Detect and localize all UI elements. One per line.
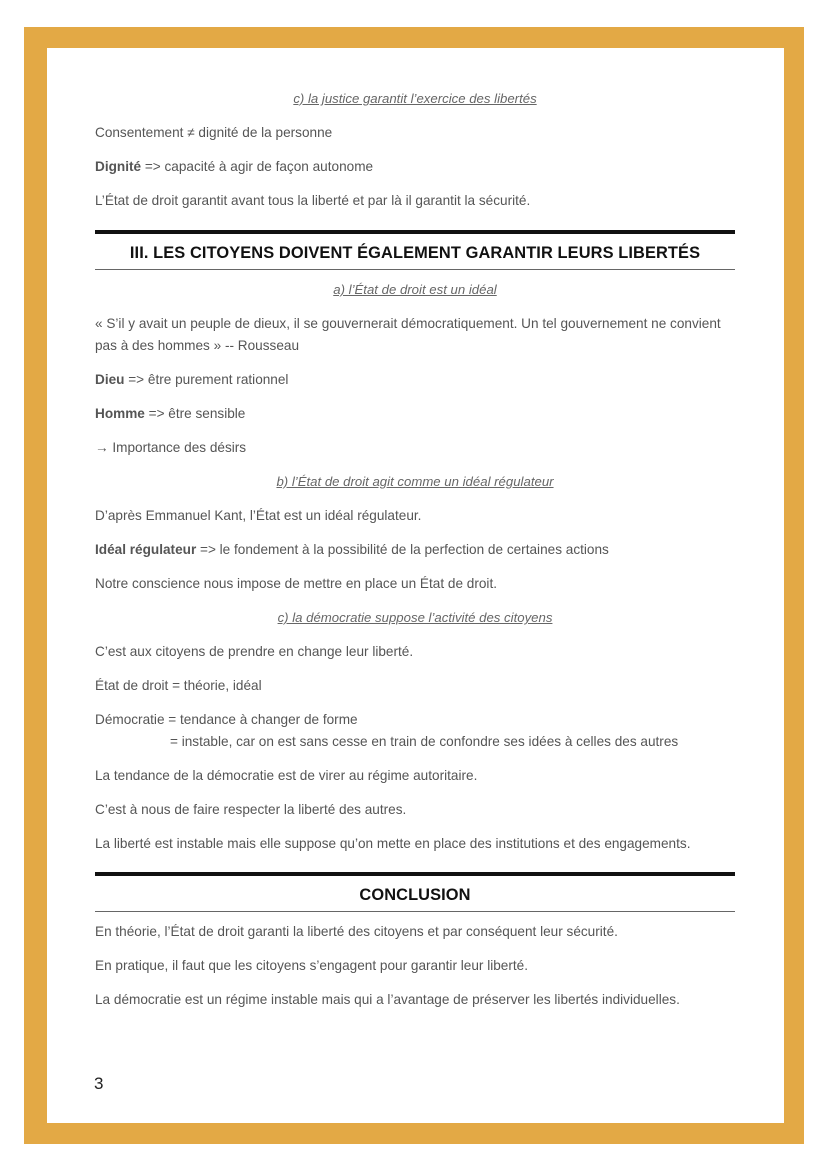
definition-ideal-regulateur: => le fondement à la possibilité de la perfection de certaines actions (196, 542, 609, 557)
definition-dieu: => être purement rationnel (124, 372, 289, 387)
conclusion-theorie: En théorie, l’État de droit garanti la liberté des citoyens et par conséquent leur sécurité. (95, 924, 618, 939)
subheading-democratie: c) la démocratie suppose l’activité des citoyens (277, 610, 553, 625)
term-homme: Homme (95, 406, 145, 421)
paragraph-desirs: → Importance des désirs (95, 440, 247, 455)
paragraph-democratie-instable: = instable, car on est sans cesse en train de confondre ses idées à celles des autres (170, 734, 679, 749)
conclusion-pratique: En pratique, il faut que les citoyens s’engagent pour garantir leur liberté. (95, 958, 528, 973)
paragraph-homme (95, 403, 735, 425)
definition-dignite: => capacité à agir de façon autonome (141, 159, 374, 174)
page-content (95, 88, 735, 1011)
paragraph-consentement: Consentement ≠ dignité de la personne (95, 125, 333, 140)
paragraph-democratie-forme: Démocratie = tendance à changer de forme (95, 712, 358, 727)
paragraph-institutions: La liberté est instable mais elle suppose qu’on mette en place des institutions et des engagements. (95, 836, 691, 851)
quote-rousseau: « S’il y avait un peuple de dieux, il se gouvernerait démocratiquement. Un tel gouvernement ne convient pas à des hommes » -- Rousseau (95, 316, 721, 353)
term-dieu: Dieu (95, 372, 125, 387)
page-number: 3 (94, 1074, 104, 1093)
paragraph-theorie: État de droit = théorie, idéal (95, 678, 262, 693)
paragraph-ideal-regulateur (95, 539, 735, 561)
paragraph-dignite (95, 156, 735, 178)
subheading-ideal: a) l’État de droit est un idéal (333, 282, 497, 297)
term-dignite: Dignité (95, 159, 142, 174)
conclusion-democratie: La démocratie est un régime instable mais qui a l’avantage de préserver les libertés individuelles. (95, 992, 680, 1007)
paragraph-conscience: Notre conscience nous impose de mettre en place un État de droit. (95, 576, 497, 591)
subheading-justice: c) la justice garantit l’exercice des libertés (293, 91, 537, 106)
paragraph-kant: D’après Emmanuel Kant, l’État est un idéal régulateur. (95, 508, 422, 523)
term-ideal-regulateur: Idéal régulateur (95, 542, 197, 557)
paragraph-respecter: C’est à nous de faire respecter la liberté des autres. (95, 802, 407, 817)
section-heading-iii: III. LES CITOYENS DOIVENT ÉGALEMENT GARANTIR LEURS LIBERTÉS (95, 230, 735, 270)
paragraph-tendance: La tendance de la démocratie est de virer au régime autoritaire. (95, 768, 478, 783)
section-heading-conclusion: CONCLUSION (95, 872, 735, 912)
document-page (47, 48, 784, 1123)
definition-homme: => être sensible (144, 406, 246, 421)
paragraph-etat-de-droit: L’État de droit garantit avant tous la liberté et par là il garantit la sécurité. (95, 193, 531, 208)
paragraph-citoyens: C’est aux citoyens de prendre en change leur liberté. (95, 644, 414, 659)
subheading-ideal-regulateur: b) l’État de droit agit comme un idéal régulateur (276, 474, 554, 489)
paragraph-dieu (95, 369, 735, 391)
